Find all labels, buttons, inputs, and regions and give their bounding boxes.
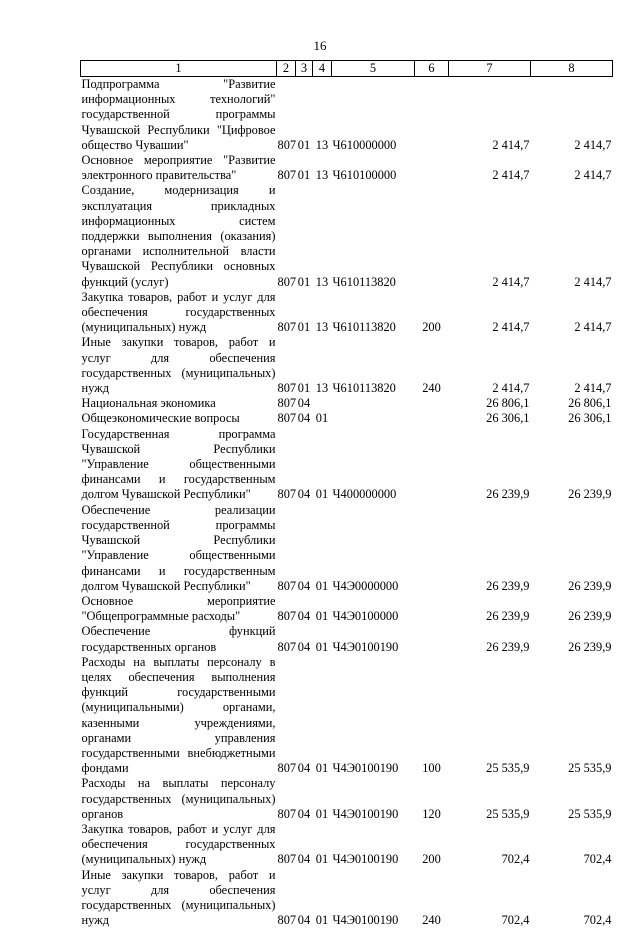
amount-year1-cell: 2 414,7 — [492, 274, 530, 289]
expense-type-cell — [415, 594, 449, 624]
subsection-code-cell: 13 — [315, 137, 329, 152]
table-row — [81, 183, 613, 289]
section-code-cell: 04 — [297, 396, 311, 411]
section-code-cell: 01 — [297, 168, 311, 183]
admin-code-cell: 807 — [277, 609, 297, 624]
target-article-cell: Ч610113820 — [332, 274, 396, 289]
amount-year2-cell: 2 414,7 — [574, 274, 612, 289]
expense-type-cell: 240 — [422, 381, 441, 396]
amount-year2-cell: 2 414,7 — [574, 381, 612, 396]
amount-year1-cell: 26 239,9 — [486, 609, 530, 624]
section-code-cell: 01 — [297, 320, 311, 335]
amount-year1-cell: 26 306,1 — [486, 411, 530, 426]
expense-type-cell — [415, 183, 449, 289]
amount-year1-cell: 2 414,7 — [492, 320, 530, 335]
amount-year2-cell: 25 535,9 — [568, 806, 612, 821]
admin-code-cell: 807 — [277, 381, 297, 396]
table-row — [81, 822, 613, 868]
row-name-cell: Государственная программа Чувашской Республики "Управление общественными финансами и государственным долгом Чувашской Республики" — [81, 426, 276, 502]
amount-year2-cell: 2 414,7 — [574, 168, 612, 183]
admin-code-cell: 807 — [277, 578, 297, 593]
subsection-code-cell: 13 — [315, 274, 329, 289]
subsection-code-cell: 01 — [315, 639, 329, 654]
subsection-code-cell: 01 — [315, 578, 329, 593]
section-code-cell: 01 — [297, 274, 311, 289]
subsection-code-cell: 13 — [315, 168, 329, 183]
row-name-cell: Основное мероприятие "Развитие электронного правительства" — [81, 153, 276, 183]
section-code-cell: 04 — [297, 761, 311, 776]
admin-code-cell: 807 — [277, 913, 297, 928]
target-article-cell: Ч4Э0000000 — [332, 578, 399, 593]
expense-type-cell — [415, 624, 449, 654]
row-name-cell: Основное мероприятие "Общепрограммные расходы" — [81, 593, 276, 624]
amount-year2-cell: 25 535,9 — [568, 761, 612, 776]
section-code-cell: 04 — [297, 852, 311, 867]
expense-type-cell — [415, 427, 449, 503]
amount-year2-cell: 26 239,9 — [568, 578, 612, 593]
column-header: 1 — [81, 61, 277, 77]
admin-code-cell: 807 — [277, 806, 297, 821]
table-header-row — [81, 61, 613, 77]
table-row — [81, 77, 613, 154]
section-code-cell: 04 — [297, 806, 311, 821]
page-number: 16 — [313, 38, 327, 53]
target-article-cell — [332, 411, 415, 426]
row-name-cell: Общеэкономические вопросы — [81, 411, 240, 426]
subsection-code-cell: 01 — [315, 806, 329, 821]
admin-code-cell: 807 — [277, 639, 297, 654]
row-name-cell: Закупка товаров, работ и услуг для обеспечения государственных (муниципальных) нужд — [81, 821, 276, 867]
subsection-code-cell: 13 — [315, 381, 329, 396]
section-code-cell: 04 — [297, 639, 311, 654]
table-row — [81, 868, 613, 928]
amount-year2-cell: 26 239,9 — [568, 487, 612, 502]
section-code-cell: 04 — [297, 578, 311, 593]
amount-year2-cell: 702,4 — [583, 913, 612, 928]
amount-year2-cell: 26 806,1 — [568, 396, 612, 411]
section-code-cell: 04 — [297, 487, 311, 502]
expense-type-cell — [415, 396, 449, 411]
amount-year2-cell: 26 239,9 — [568, 639, 612, 654]
amount-year2-cell: 2 414,7 — [574, 137, 612, 152]
amount-year1-cell: 2 414,7 — [492, 168, 530, 183]
target-article-cell: Ч610100000 — [332, 168, 397, 183]
table-row — [81, 594, 613, 624]
amount-year2-cell: 26 306,1 — [568, 411, 612, 426]
amount-year1-cell: 26 239,9 — [486, 578, 530, 593]
amount-year1-cell: 26 239,9 — [486, 487, 530, 502]
table-row — [81, 655, 613, 777]
subsection-code-cell: 01 — [315, 913, 329, 928]
target-article-cell: Ч4Э0100190 — [332, 852, 399, 867]
target-article-cell: Ч610113820 — [332, 320, 396, 335]
expense-type-cell — [415, 77, 449, 154]
expense-type-cell: 120 — [422, 806, 441, 821]
amount-year2-cell: 702,4 — [583, 852, 612, 867]
subsection-code-cell: 13 — [315, 320, 329, 335]
amount-year1-cell: 702,4 — [501, 913, 530, 928]
target-article-cell: Ч4Э0100190 — [332, 639, 399, 654]
row-name-cell: Обеспечение функций государственных органов — [81, 624, 276, 654]
table-row — [81, 396, 613, 411]
target-article-cell — [332, 396, 415, 411]
amount-year1-cell: 2 414,7 — [492, 137, 530, 152]
row-name-cell: Национальная экономика — [81, 396, 216, 411]
amount-year2-cell: 26 239,9 — [568, 609, 612, 624]
table-row — [81, 335, 613, 396]
column-header: 4 — [313, 61, 332, 77]
section-code-cell: 01 — [297, 381, 311, 396]
subsection-code-cell: 01 — [315, 411, 329, 426]
column-header: 7 — [449, 61, 531, 77]
column-header: 3 — [296, 61, 313, 77]
row-name-cell: Иные закупки товаров, работ и услуг для обеспечения государственных (муниципальных) нужд — [81, 335, 276, 396]
subsection-code-cell: 01 — [315, 609, 329, 624]
target-article-cell: Ч400000000 — [332, 487, 397, 502]
subsection-code-cell: 01 — [315, 761, 329, 776]
row-name-cell: Подпрограмма "Развитие информационных технологий" государственной программы Чувашской Республики "Цифровое общество Чувашии" — [81, 77, 276, 152]
expense-type-cell: 200 — [422, 320, 441, 335]
column-header: 5 — [332, 61, 415, 77]
target-article-cell: Ч610113820 — [332, 381, 396, 396]
target-article-cell: Ч4Э0100190 — [332, 913, 399, 928]
row-name-cell: Расходы на выплаты персоналу государственных (муниципальных) органов — [81, 776, 276, 821]
target-article-cell: Ч4Э0100190 — [332, 806, 399, 821]
table-row — [81, 411, 613, 426]
subsection-code-cell — [313, 396, 332, 411]
expense-type-cell: 100 — [422, 761, 441, 776]
table-row — [81, 503, 613, 594]
section-code-cell: 04 — [297, 609, 311, 624]
table-row — [81, 290, 613, 336]
target-article-cell: Ч4Э0100000 — [332, 609, 399, 624]
amount-year1-cell: 702,4 — [501, 852, 530, 867]
section-code-cell: 04 — [297, 411, 311, 426]
admin-code-cell: 807 — [277, 411, 297, 426]
expense-type-cell — [415, 411, 449, 426]
expense-type-cell — [415, 503, 449, 594]
admin-code-cell: 807 — [277, 761, 297, 776]
admin-code-cell: 807 — [277, 274, 297, 289]
admin-code-cell: 807 — [277, 487, 297, 502]
section-code-cell: 01 — [297, 137, 311, 152]
row-name-cell: Закупка товаров, работ и услуг для обеспечения государственных (муниципальных) нужд — [81, 289, 276, 335]
target-article-cell: Ч610000000 — [332, 137, 397, 152]
table-row — [81, 776, 613, 822]
admin-code-cell: 807 — [277, 320, 297, 335]
expense-type-cell: 200 — [422, 852, 441, 867]
admin-code-cell: 807 — [277, 396, 297, 411]
table-row — [81, 153, 613, 183]
admin-code-cell: 807 — [277, 137, 297, 152]
subsection-code-cell: 01 — [315, 852, 329, 867]
row-name-cell: Обеспечение реализации государственной программы Чувашской Республики "Управление общественными финансами и государственным долгом Чувашской Республики" — [81, 502, 276, 593]
table-row — [81, 624, 613, 654]
table-row — [81, 427, 613, 503]
budget-table — [80, 60, 613, 928]
expense-type-cell: 240 — [422, 913, 441, 928]
expense-type-cell — [415, 153, 449, 183]
admin-code-cell: 807 — [277, 852, 297, 867]
amount-year1-cell: 25 535,9 — [486, 806, 530, 821]
section-code-cell: 04 — [297, 913, 311, 928]
amount-year1-cell: 26 806,1 — [486, 396, 530, 411]
row-name-cell: Иные закупки товаров, работ и услуг для обеспечения государственных (муниципальных) нужд — [81, 867, 276, 928]
amount-year1-cell: 25 535,9 — [486, 761, 530, 776]
amount-year1-cell: 2 414,7 — [492, 381, 530, 396]
admin-code-cell: 807 — [277, 168, 297, 183]
row-name-cell: Расходы на выплаты персоналу в целях обеспечения выполнения функций государственными (муниципальными) органами, казенными учреждениями, органами управления государственными внебюджетными фондами — [81, 654, 276, 776]
column-header: 8 — [531, 61, 613, 77]
row-name-cell: Создание, модернизация и эксплуатация прикладных информационных систем поддержки выполнения (оказания) органами исполнительной власти Чувашской Республики основных функций (услуг) — [81, 183, 276, 289]
amount-year2-cell: 2 414,7 — [574, 320, 612, 335]
amount-year1-cell: 26 239,9 — [486, 639, 530, 654]
target-article-cell: Ч4Э0100190 — [332, 761, 399, 776]
column-header: 6 — [415, 61, 449, 77]
column-header: 2 — [277, 61, 296, 77]
subsection-code-cell: 01 — [315, 487, 329, 502]
